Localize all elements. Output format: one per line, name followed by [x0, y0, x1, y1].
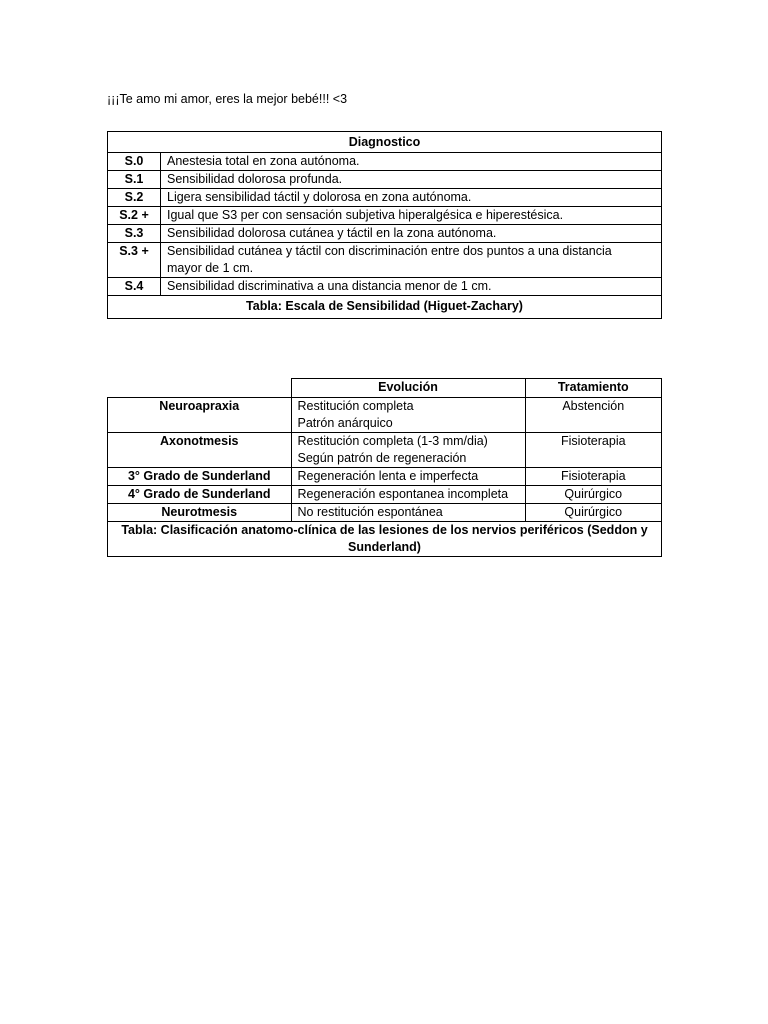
- lesion-treatment: Fisioterapia: [525, 468, 662, 486]
- sensitivity-code: S.0: [108, 153, 161, 171]
- sensitivity-description: Igual que S3 per con sensación subjetiva hiperalgésica e hiperestésica.: [161, 207, 662, 225]
- table-row: [108, 278, 662, 296]
- table-row: [108, 153, 662, 171]
- sensitivity-description: [161, 243, 662, 278]
- intro-text: ¡¡¡Te amo mi amor, eres la mejor bebé!!! <3: [107, 92, 348, 106]
- lesion-name: Neuroapraxia: [108, 398, 292, 433]
- lesion-evolution: [291, 398, 525, 433]
- lesion-evolution: [291, 433, 525, 468]
- sensitivity-code: S.2 +: [108, 207, 161, 225]
- evolution-line: Patrón anárquico: [297, 416, 393, 430]
- table-row: [108, 486, 662, 504]
- table-caption-row: [108, 296, 662, 319]
- lesion-name: Axonotmesis: [108, 433, 292, 468]
- lesion-treatment: Quirúrgico: [525, 504, 662, 522]
- lesion-treatment: Abstención: [525, 398, 662, 433]
- lesion-treatment: Fisioterapia: [525, 433, 662, 468]
- evolution-line: Restitución completa (1-3 mm/dia): [297, 434, 488, 448]
- lesion-name: 4° Grado de Sunderland: [108, 486, 292, 504]
- sensitivity-description: Sensibilidad dolorosa cutánea y táctil en la zona autónoma.: [161, 225, 662, 243]
- sensitivity-code: S.3: [108, 225, 161, 243]
- table-header-evolucion: Evolución: [291, 379, 525, 398]
- lesion-treatment: Quirúrgico: [525, 486, 662, 504]
- table-caption: Tabla: Escala de Sensibilidad (Higuet-Zachary): [108, 296, 662, 319]
- sensitivity-description: Sensibilidad discriminativa a una distancia menor de 1 cm.: [161, 278, 662, 296]
- sensitivity-scale-table: [107, 131, 662, 319]
- table-row: [108, 398, 662, 433]
- sensitivity-description: Sensibilidad dolorosa profunda.: [161, 171, 662, 189]
- empty-header-cell: [108, 379, 292, 398]
- table-header-row: [108, 379, 662, 398]
- evolution-line: Restitución completa: [297, 399, 414, 413]
- table-row: [108, 504, 662, 522]
- sensitivity-code: S.1: [108, 171, 161, 189]
- table-caption: Tabla: Clasificación anatomo-clínica de las lesiones de los nervios periféricos (Seddon y Sunderland): [108, 522, 662, 557]
- table-header-row: [108, 132, 662, 153]
- table-caption-row: [108, 522, 662, 557]
- table-row: [108, 171, 662, 189]
- description-line: mayor de 1 cm.: [167, 261, 254, 275]
- nerve-lesion-classification-table: [107, 378, 662, 557]
- table-row: [108, 225, 662, 243]
- table-row: [108, 433, 662, 468]
- table-header-tratamiento: Tratamiento: [525, 379, 662, 398]
- lesion-name: Neurotmesis: [108, 504, 292, 522]
- table-header-diagnostico: Diagnostico: [108, 132, 662, 153]
- table-row: [108, 243, 662, 278]
- table-row: [108, 189, 662, 207]
- lesion-evolution: Regeneración lenta e imperfecta: [291, 468, 525, 486]
- description-line: Sensibilidad cutánea y táctil con discriminación entre dos puntos a una distancia: [167, 244, 612, 258]
- sensitivity-code: S.2: [108, 189, 161, 207]
- evolution-line: Según patrón de regeneración: [297, 451, 467, 465]
- sensitivity-description: Anestesia total en zona autónoma.: [161, 153, 662, 171]
- lesion-name: 3° Grado de Sunderland: [108, 468, 292, 486]
- sensitivity-description: Ligera sensibilidad táctil y dolorosa en zona autónoma.: [161, 189, 662, 207]
- sensitivity-code: S.3 +: [108, 243, 161, 278]
- table-row: [108, 207, 662, 225]
- lesion-evolution: Regeneración espontanea incompleta: [291, 486, 525, 504]
- sensitivity-code: S.4: [108, 278, 161, 296]
- lesion-evolution: No restitución espontánea: [291, 504, 525, 522]
- table-row: [108, 468, 662, 486]
